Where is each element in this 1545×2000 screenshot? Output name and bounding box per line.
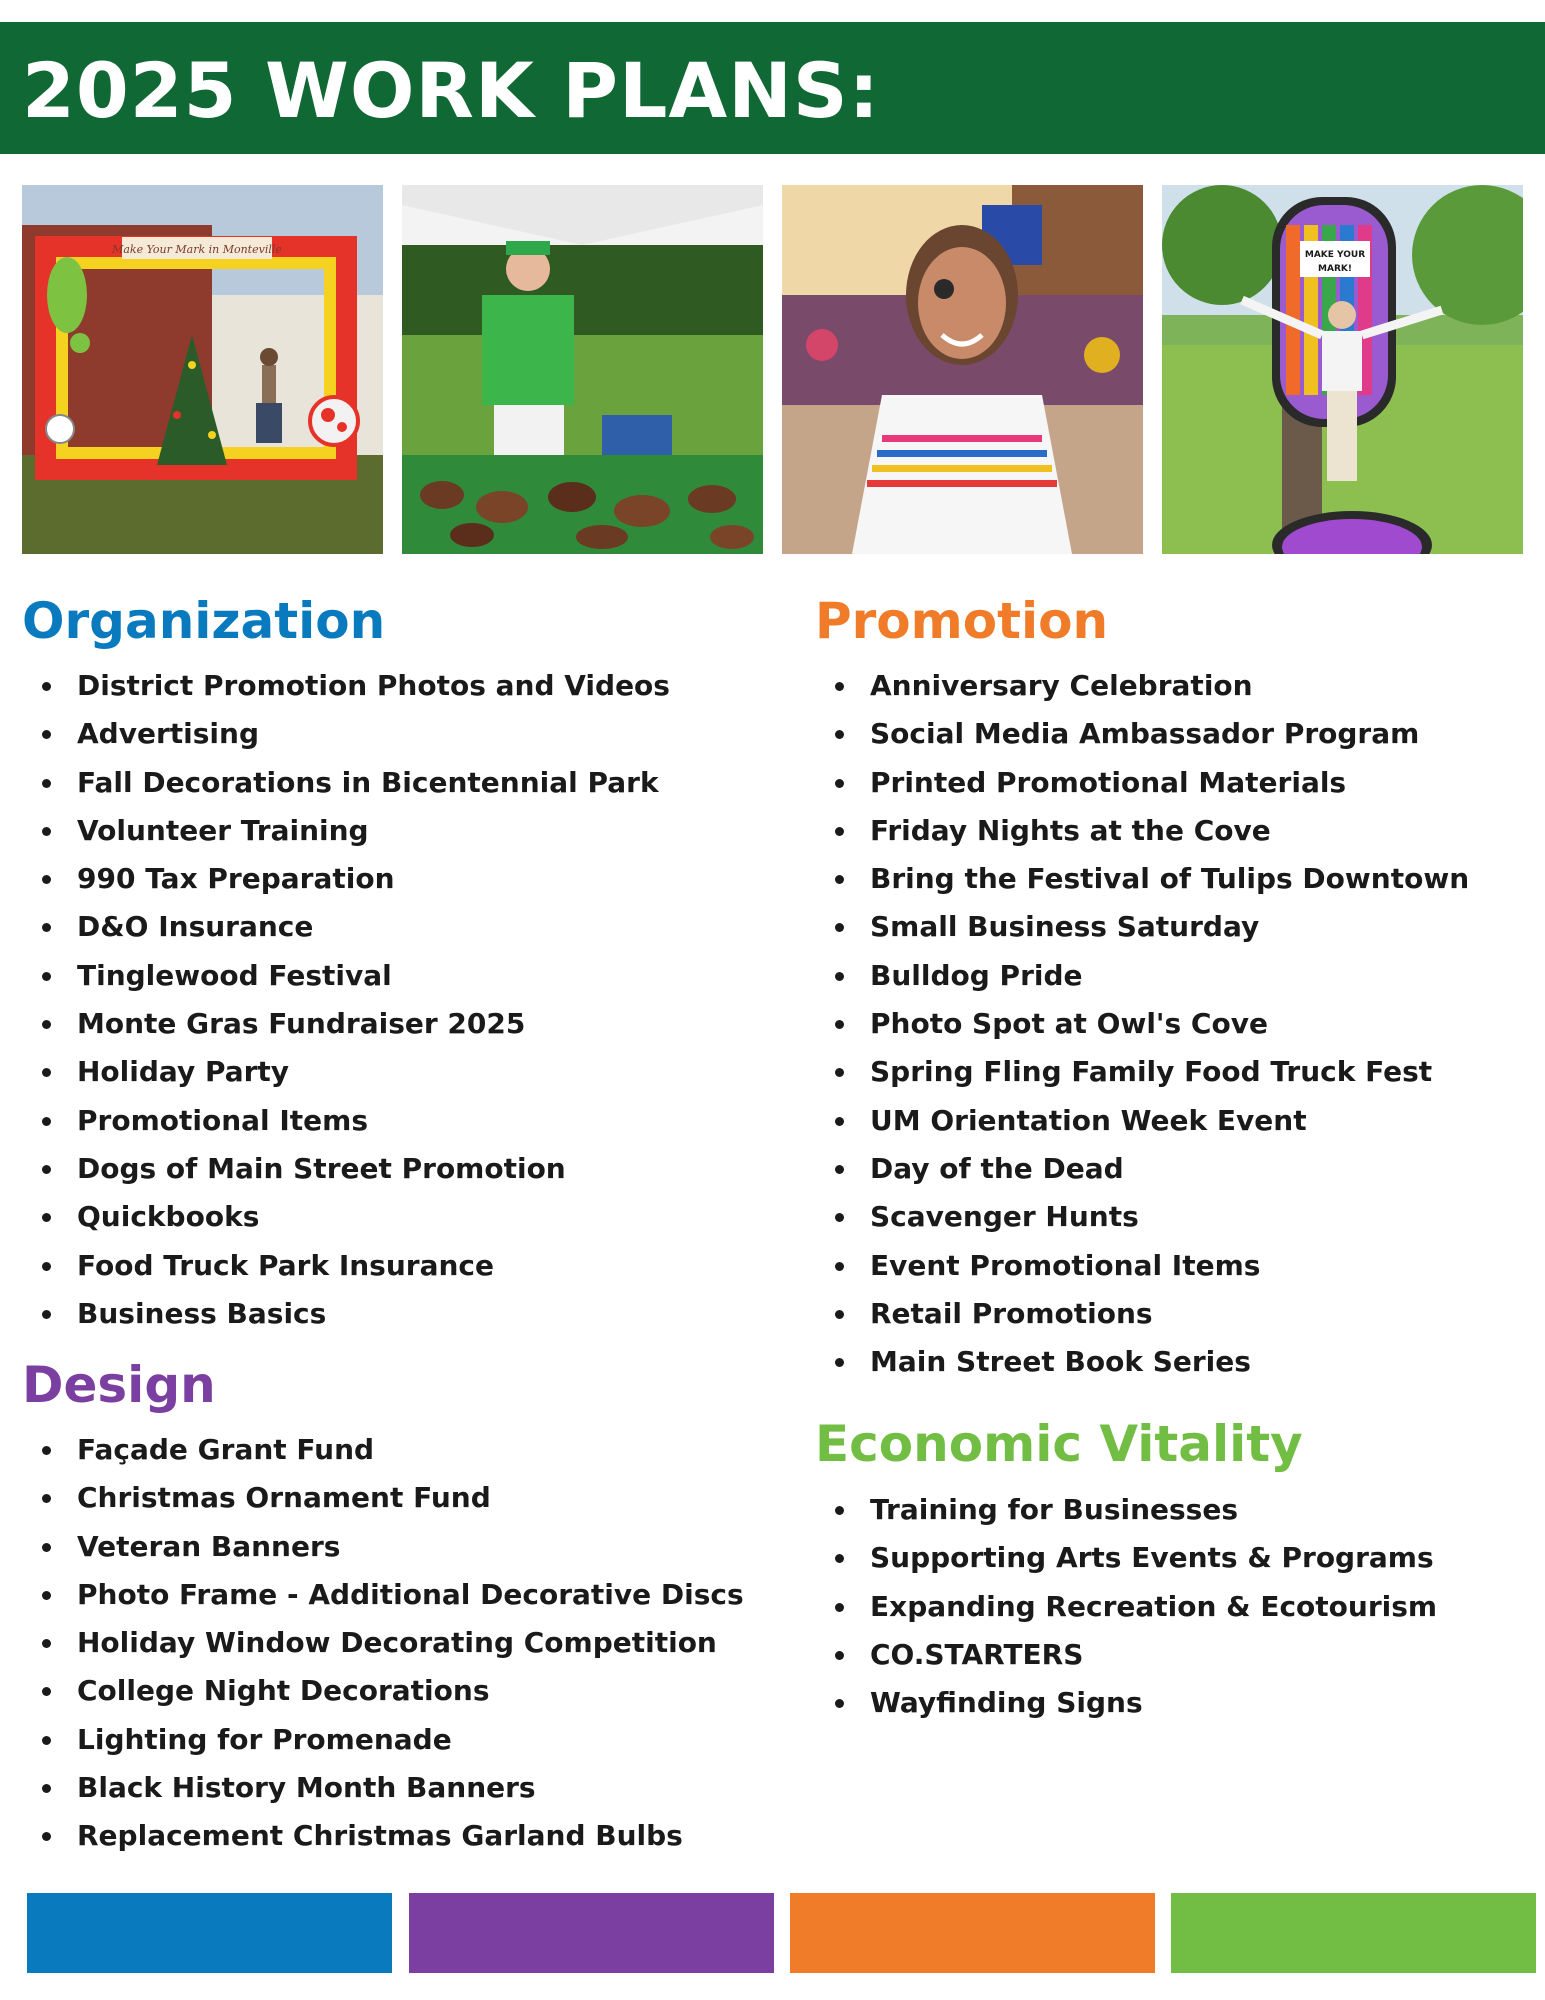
list-item: Food Truck Park Insurance	[22, 1242, 670, 1290]
list-item: Lighting for Promenade	[22, 1716, 744, 1764]
list-item: Holiday Window Decorating Competition	[22, 1619, 744, 1667]
list-item: Social Media Ambassador Program	[815, 710, 1469, 758]
list-item: UM Orientation Week Event	[815, 1097, 1469, 1145]
list-item: Bulldog Pride	[815, 952, 1469, 1000]
list-item: Photo Frame - Additional Decorative Discs	[22, 1571, 744, 1619]
list-item: CO.STARTERS	[815, 1631, 1437, 1679]
list-item: Bring the Festival of Tulips Downtown	[815, 855, 1469, 903]
list-item: Day of the Dead	[815, 1145, 1469, 1193]
list-item: Volunteer Training	[22, 807, 670, 855]
list-item: Façade Grant Fund	[22, 1426, 744, 1474]
list-item: Business Basics	[22, 1290, 670, 1338]
svg-text:Make Your Mark in Monteville: Make Your Mark in Monteville	[112, 243, 282, 256]
list-item: Expanding Recreation & Ecotourism	[815, 1583, 1437, 1631]
list-item: College Night Decorations	[22, 1667, 744, 1715]
list-item: Veteran Banners	[22, 1523, 744, 1571]
footer-block-blue	[27, 1893, 392, 1973]
list-item: Anniversary Celebration	[815, 662, 1469, 710]
list-item: Scavenger Hunts	[815, 1193, 1469, 1241]
list-item: Tinglewood Festival	[22, 952, 670, 1000]
list-item: D&O Insurance	[22, 903, 670, 951]
design-list	[22, 1426, 744, 1861]
list-item: Black History Month Banners	[22, 1764, 744, 1812]
photo-day-of-the-dead-dancer	[782, 185, 1143, 554]
list-item: Replacement Christmas Garland Bulbs	[22, 1812, 744, 1860]
footer-block-purple	[409, 1893, 774, 1973]
promotion-heading: Promotion	[815, 592, 1109, 650]
list-item: Dogs of Main Street Promotion	[22, 1145, 670, 1193]
photo-frame-christmas-tree	[22, 185, 383, 554]
list-item: Monte Gras Fundraiser 2025	[22, 1000, 670, 1048]
list-item: 990 Tax Preparation	[22, 855, 670, 903]
promotion-list	[815, 662, 1469, 1386]
economic-vitality-heading: Economic Vitality	[815, 1415, 1303, 1473]
list-item: Holiday Party	[22, 1048, 670, 1096]
list-item: Advertising	[22, 710, 670, 758]
list-item: Small Business Saturday	[815, 903, 1469, 951]
list-item: Quickbooks	[22, 1193, 670, 1241]
photo-make-your-mark-sign	[1162, 185, 1523, 554]
list-item: Fall Decorations in Bicentennial Park	[22, 759, 670, 807]
list-item: Friday Nights at the Cove	[815, 807, 1469, 855]
svg-text:MARK!: MARK!	[1318, 264, 1352, 274]
list-item: Training for Businesses	[815, 1486, 1437, 1534]
list-item: Main Street Book Series	[815, 1338, 1469, 1386]
list-item: Wayfinding Signs	[815, 1679, 1437, 1727]
list-item: Supporting Arts Events & Programs	[815, 1534, 1437, 1582]
list-item: Retail Promotions	[815, 1290, 1469, 1338]
list-item: Spring Fling Family Food Truck Fest	[815, 1048, 1469, 1096]
organization-list	[22, 662, 670, 1338]
list-item: Event Promotional Items	[815, 1242, 1469, 1290]
list-item: Christmas Ornament Fund	[22, 1474, 744, 1522]
footer-block-green	[1171, 1893, 1536, 1973]
list-item: Printed Promotional Materials	[815, 759, 1469, 807]
list-item: Photo Spot at Owl's Cove	[815, 1000, 1469, 1048]
svg-text:MAKE YOUR: MAKE YOUR	[1304, 250, 1366, 260]
photo-volunteer-vendor-table	[402, 185, 763, 554]
economic-vitality-list	[815, 1486, 1437, 1727]
organization-heading: Organization	[22, 592, 386, 650]
list-item: District Promotion Photos and Videos	[22, 662, 670, 710]
title-banner	[0, 22, 1545, 154]
design-heading: Design	[22, 1356, 216, 1414]
list-item: Promotional Items	[22, 1097, 670, 1145]
footer-block-orange	[790, 1893, 1155, 1973]
page-title: 2025 WORK PLANS:	[22, 46, 880, 135]
